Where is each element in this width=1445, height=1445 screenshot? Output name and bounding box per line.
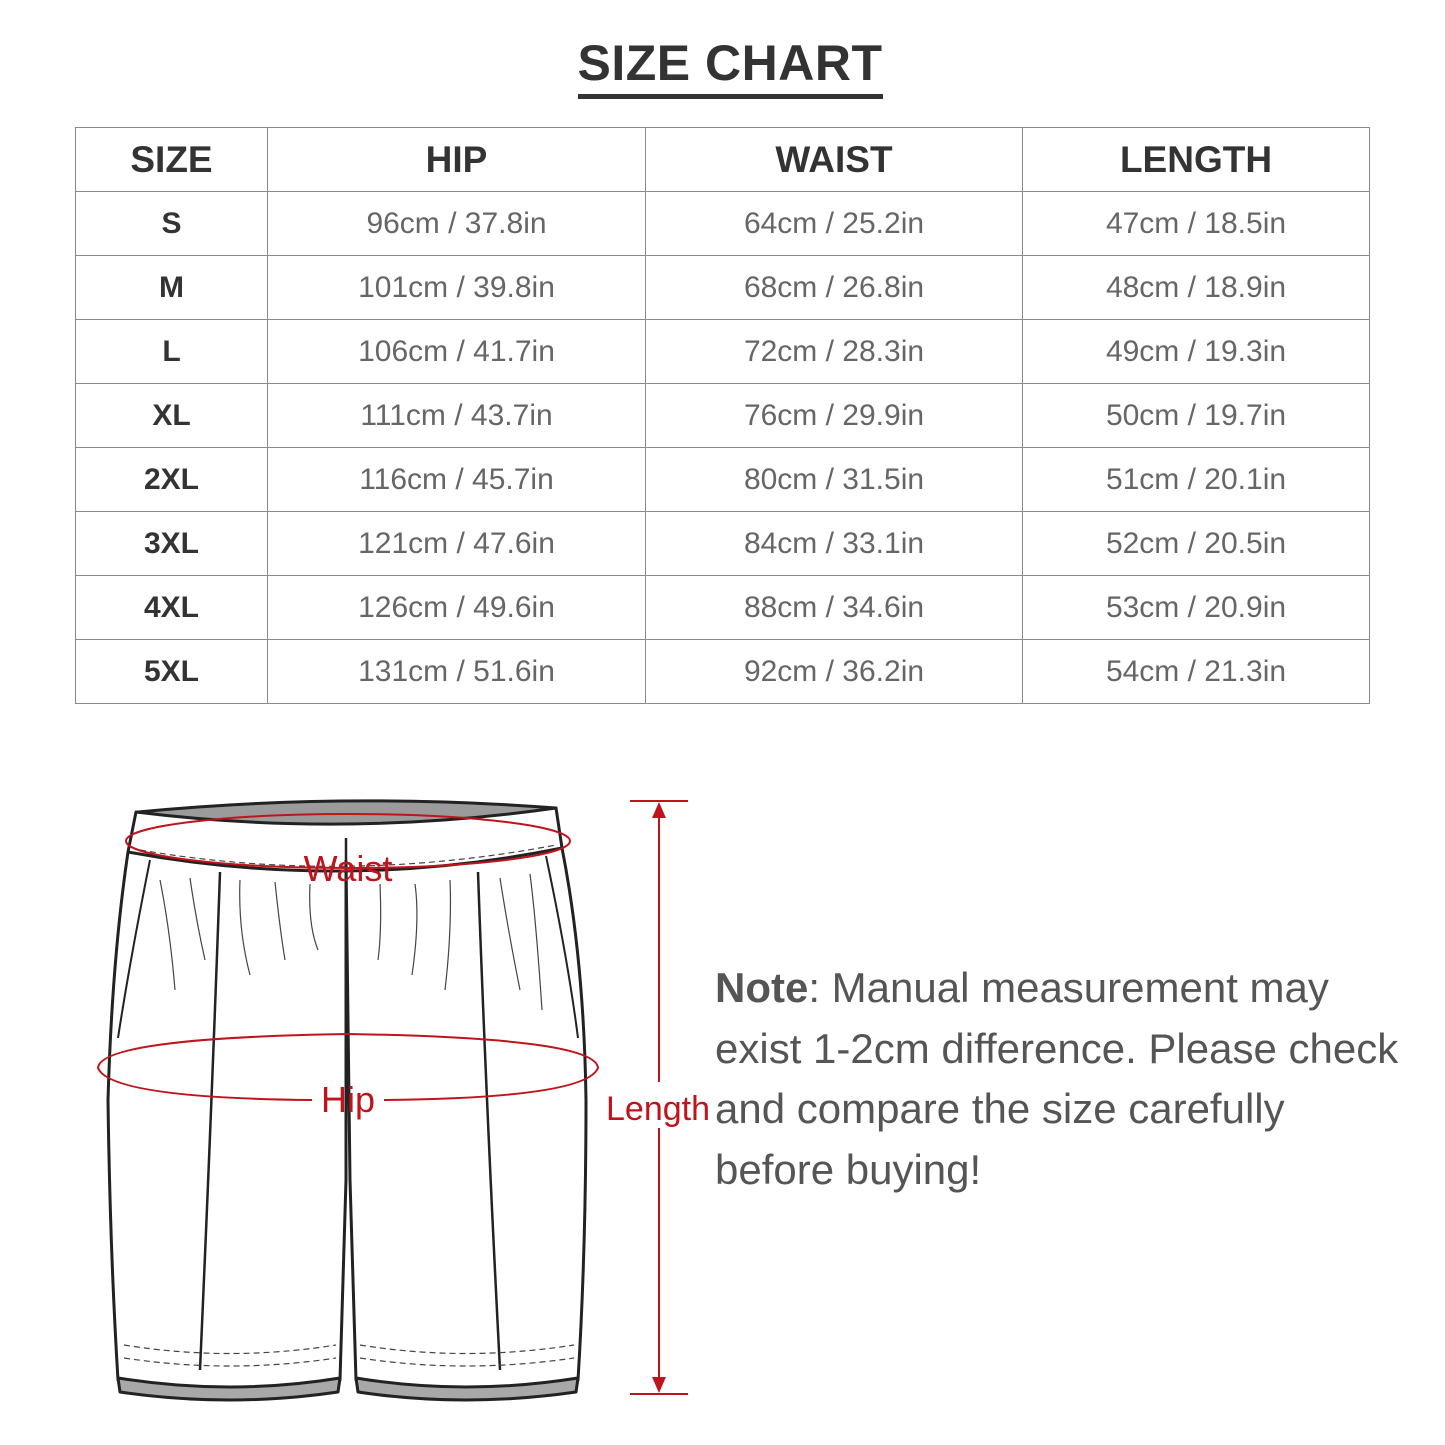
- length-cell: 52cm / 20.5in: [1023, 512, 1370, 576]
- table-row: [76, 256, 1370, 320]
- size-cell: 5XL: [76, 640, 268, 704]
- waist-cell: 80cm / 31.5in: [646, 448, 1023, 512]
- page-title: [0, 34, 1445, 99]
- size-table: [75, 127, 1370, 704]
- header-waist: WAIST: [646, 128, 1023, 192]
- size-cell: M: [76, 256, 268, 320]
- note-body: : Manual measurement may exist 1-2cm difference. Please check and compare the size carefully before buying!: [715, 964, 1399, 1193]
- hip-cell: 96cm / 37.8in: [268, 192, 646, 256]
- table-row: [76, 448, 1370, 512]
- header-length: LENGTH: [1023, 128, 1370, 192]
- waist-cell: 92cm / 36.2in: [646, 640, 1023, 704]
- hip-cell: 131cm / 51.6in: [268, 640, 646, 704]
- size-cell: 4XL: [76, 576, 268, 640]
- hip-cell: 121cm / 47.6in: [268, 512, 646, 576]
- table-row: [76, 384, 1370, 448]
- table-row: [76, 192, 1370, 256]
- length-cell: 49cm / 19.3in: [1023, 320, 1370, 384]
- length-cell: 47cm / 18.5in: [1023, 192, 1370, 256]
- table-row: [76, 512, 1370, 576]
- hip-cell: 116cm / 45.7in: [268, 448, 646, 512]
- waist-cell: 76cm / 29.9in: [646, 384, 1023, 448]
- length-cell: 51cm / 20.1in: [1023, 448, 1370, 512]
- table-row: [76, 320, 1370, 384]
- size-cell: 3XL: [76, 512, 268, 576]
- hip-cell: 106cm / 41.7in: [268, 320, 646, 384]
- length-cell: 48cm / 18.9in: [1023, 256, 1370, 320]
- waist-cell: 84cm / 33.1in: [646, 512, 1023, 576]
- shorts-measurement-diagram: [0, 760, 760, 1445]
- length-cell: 50cm / 19.7in: [1023, 384, 1370, 448]
- size-cell: L: [76, 320, 268, 384]
- length-label: Length: [606, 1090, 710, 1128]
- waist-cell: 68cm / 26.8in: [646, 256, 1023, 320]
- note-label: Note: [715, 964, 809, 1011]
- table-row: [76, 640, 1370, 704]
- waist-label: Waist: [303, 848, 393, 889]
- length-cell: 53cm / 20.9in: [1023, 576, 1370, 640]
- size-cell: 2XL: [76, 448, 268, 512]
- table-row: [76, 576, 1370, 640]
- waist-cell: 88cm / 34.6in: [646, 576, 1023, 640]
- hip-cell: 101cm / 39.8in: [268, 256, 646, 320]
- header-hip: HIP: [268, 128, 646, 192]
- table-header-row: [76, 128, 1370, 192]
- size-cell: S: [76, 192, 268, 256]
- waist-cell: 72cm / 28.3in: [646, 320, 1023, 384]
- title-text: SIZE CHART: [578, 34, 883, 99]
- header-size: SIZE: [76, 128, 268, 192]
- length-cell: 54cm / 21.3in: [1023, 640, 1370, 704]
- hip-label: Hip: [320, 1079, 376, 1120]
- hip-cell: 111cm / 43.7in: [268, 384, 646, 448]
- hip-cell: 126cm / 49.6in: [268, 576, 646, 640]
- size-cell: XL: [76, 384, 268, 448]
- waist-cell: 64cm / 25.2in: [646, 192, 1023, 256]
- note-text: [715, 958, 1415, 1200]
